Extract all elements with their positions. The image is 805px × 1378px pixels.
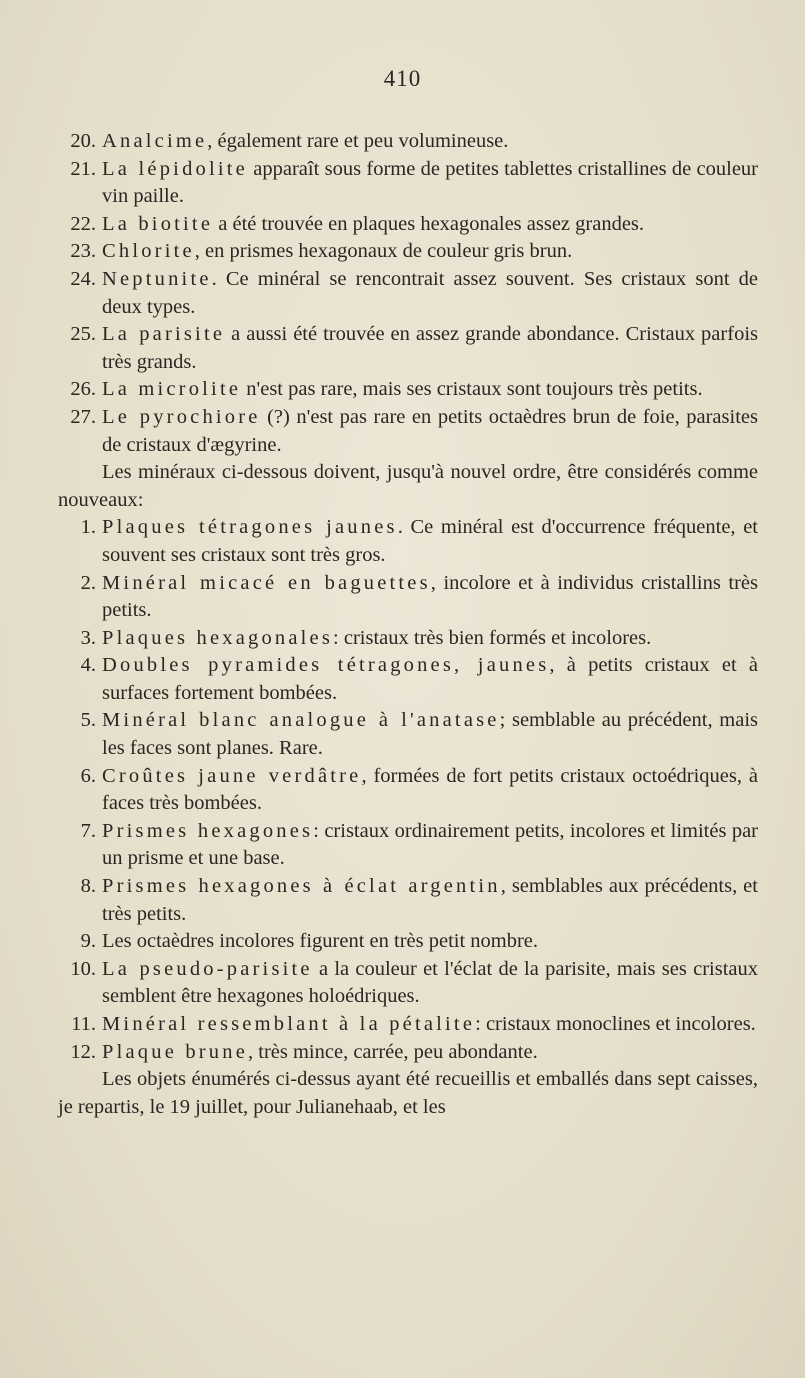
mineral-name: Doubles pyramides tétragones, jaunes [102,654,550,677]
list-item [58,873,758,928]
item-description: , également rare et peu volumineuse. [207,130,509,152]
item-number: 25. [70,323,96,346]
list-item [58,266,758,321]
item-number: 9. [80,930,96,953]
item-description: , incolore et à individus cristallins très petits. [102,571,758,622]
list-item [58,1039,758,1067]
page-number: 410 [383,66,422,91]
list-item [58,238,758,266]
list-item [58,128,758,156]
item-description: : cristaux monoclines et incolores. [475,1013,756,1035]
list-item [58,818,758,873]
item-description: : cristaux ordinairement petits, incolores et limités par un prisme et une base. [102,819,758,870]
mineral-name: Minéral micacé en baguettes [102,571,431,594]
item-text [102,570,758,625]
list-item [58,570,758,625]
list-item [58,625,758,653]
item-description: n'est pas rare, mais ses cristaux sont toujours très petits. [241,378,703,401]
mineral-name: Croûtes jaune verdâtre [102,764,362,787]
list-item [58,404,758,459]
item-text [102,1039,758,1067]
item-text [102,266,758,321]
list-item [58,763,758,818]
mineral-name: Prismes hexagones à éclat argentin [102,875,501,898]
item-description: (?) n'est pas rare en petits octaèdres brun de foie, parasites de cristaux d'ægyrine. [102,405,758,456]
mineral-name: Analcime [102,130,208,152]
item-text [102,956,758,1011]
item-description: Les octaèdres incolores figurent en très petit nombre. [102,930,539,953]
item-description: , à petits cristaux et à surfaces fortement bombées. [102,654,758,704]
item-number: 4. [80,654,96,677]
item-text [102,818,758,873]
list-item [58,956,758,1011]
item-description: , formées de fort petits cristaux octoédriques, à faces très bombées. [102,764,758,815]
intro-paragraph: Les minéraux ci-dessous doivent, jusqu'à nouvel ordre, être considérés comme nouveaux: [58,461,758,511]
item-description: a la couleur et l'éclat de la parisite, mais ses cristaux semblent être hexagones holoédriques. [102,957,758,1008]
item-description: , en prismes hexagonaux de couleur gris brun. [194,240,573,263]
item-text [102,128,758,156]
item-description: . Ce minéral est d'occurrence fréquente, et souvent ses cristaux sont très gros. [102,516,759,566]
text-block [58,128,758,1121]
item-number: 27. [70,405,96,428]
item-number: 26. [70,378,96,401]
item-number: 24. [70,267,96,290]
item-text [102,514,758,569]
item-text [102,211,758,239]
mineral-name: Plaques hexagonales [102,626,334,649]
mineral-name: La microlite [102,378,242,401]
list-item [58,652,758,707]
item-number: 2. [80,571,96,594]
closing-paragraph: Les objets énumérés ci-dessus ayant été recueillis et emballés dans sept caisses, je repartis, le 19 juillet, pour Julianehaab, et les [58,1068,758,1118]
item-description: . Ce minéral se rencontrait assez souvent. Ses cristaux sont de deux types. [102,267,758,318]
list-item [58,156,758,211]
list-item [58,321,758,376]
list-item [58,514,758,569]
item-number: 6. [80,764,96,787]
list-item [58,1011,758,1039]
item-text [102,763,758,818]
list-item [58,928,758,956]
item-text [102,238,758,266]
item-number: 22. [70,212,96,235]
mineral-list-known [58,128,758,459]
mineral-name: Le pyrochiore [102,405,261,428]
item-number: 23. [70,240,96,263]
mineral-name: La biotite [102,212,214,235]
item-number: 11. [71,1013,96,1035]
item-number: 7. [80,819,96,842]
item-text [102,873,758,928]
mineral-list-new [58,514,758,1066]
list-item [58,707,758,762]
item-text [102,156,758,211]
mineral-name: Minéral ressemblant à la pétalite [102,1013,476,1035]
list-item [58,376,758,404]
item-number: 1. [80,516,96,539]
item-description: ; semblable au précédent, mais les faces sont planes. Rare. [102,709,758,760]
item-text [102,376,758,404]
item-text [102,404,758,459]
item-number: 21. [70,157,96,180]
item-number: 3. [80,626,96,649]
mineral-name: Neptunite [102,267,212,290]
item-text [102,652,758,707]
mineral-name: La pseudo-parisite [102,957,313,980]
item-number: 5. [80,709,96,732]
mineral-name: Minéral blanc analogue à l'anatase [102,709,500,732]
mineral-name: Plaques tétragones jaunes [102,516,398,539]
list-item [58,211,758,239]
item-description: a aussi été trouvée en assez grande abondance. Cristaux parfois très grands. [102,323,758,373]
item-description: a été trouvée en plaques hexagonales assez grandes. [213,212,645,235]
mineral-name: La lépidolite [102,157,248,180]
item-text [102,321,758,376]
item-description: : cristaux très bien formés et incolores. [333,626,652,649]
item-description: , semblables aux précédents, et très petits. [102,875,758,925]
item-text [102,928,758,956]
item-number: 20. [70,130,96,152]
item-text [102,707,758,762]
item-text [102,625,758,653]
item-number: 12. [70,1040,96,1063]
item-description: apparaît sous forme de petites tablettes cristallines de couleur vin paille. [102,157,758,208]
mineral-name: Plaque brune [102,1040,248,1063]
item-number: 8. [80,875,96,898]
item-number: 10. [70,957,96,980]
item-text [102,1011,758,1039]
mineral-name: La parisite [102,323,226,346]
mineral-name: Chlorite [102,240,195,263]
item-description: , très mince, carrée, peu abondante. [248,1040,538,1063]
mineral-name: Prismes hexagones [102,819,314,842]
